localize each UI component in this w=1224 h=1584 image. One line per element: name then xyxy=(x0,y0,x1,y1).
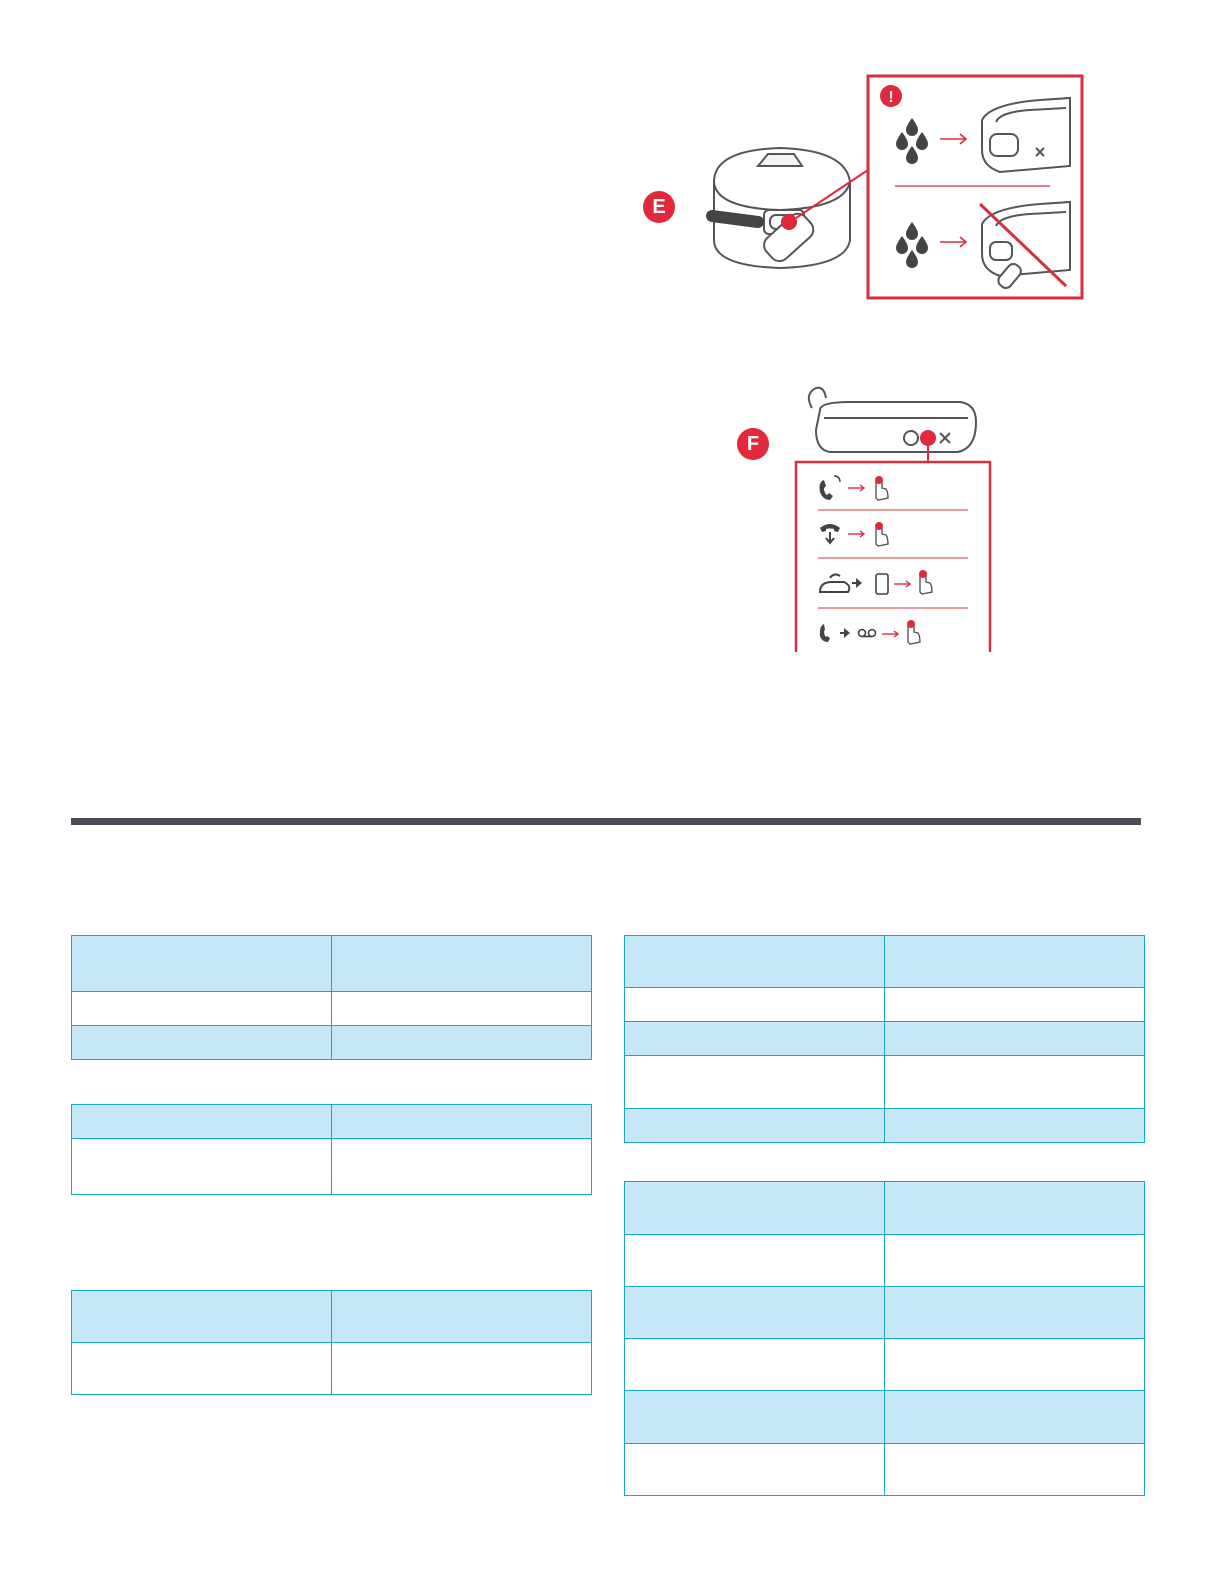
table-cell xyxy=(885,1056,1145,1109)
table-row xyxy=(625,1287,1145,1339)
spec-table-left-3 xyxy=(71,1290,592,1395)
table-cell xyxy=(625,1109,885,1143)
table-cell xyxy=(625,1182,885,1235)
spec-table-right-2 xyxy=(624,1181,1145,1496)
phone-icon xyxy=(876,574,888,594)
section-divider xyxy=(71,818,1141,825)
figure-e-illustration xyxy=(700,70,1100,310)
table-row xyxy=(625,1391,1145,1444)
table-cell xyxy=(885,1109,1145,1143)
spec-table-left-2 xyxy=(71,1104,592,1195)
table-cell xyxy=(72,1026,332,1060)
table-cell xyxy=(625,1022,885,1056)
table-cell xyxy=(625,1339,885,1391)
table-row xyxy=(72,992,592,1026)
table-row xyxy=(625,1182,1145,1235)
table-row xyxy=(625,988,1145,1022)
table-cell xyxy=(885,1444,1145,1496)
tap-hand-icon xyxy=(919,570,932,594)
tap-hand-icon xyxy=(875,476,888,500)
tap-hand-icon xyxy=(907,620,920,644)
table-cell xyxy=(885,1235,1145,1287)
table-cell xyxy=(625,1235,885,1287)
arrow-right-icon xyxy=(848,485,864,491)
table-cell xyxy=(885,1022,1145,1056)
table-row xyxy=(72,1026,592,1060)
table-cell xyxy=(72,1139,332,1195)
table-row xyxy=(72,1343,592,1395)
warning-mark: ! xyxy=(888,89,894,106)
table-row xyxy=(72,1105,592,1139)
answer-call-icon xyxy=(820,480,834,500)
table-cell xyxy=(625,1444,885,1496)
table-cell xyxy=(332,1105,592,1139)
table-row xyxy=(625,936,1145,988)
instructions-frame xyxy=(796,462,990,652)
figure-f-badge: F xyxy=(737,428,769,460)
table-cell xyxy=(885,1182,1145,1235)
table-row xyxy=(72,1139,592,1195)
table-row xyxy=(625,1235,1145,1287)
table-cell xyxy=(72,1105,332,1139)
table-row xyxy=(625,1109,1145,1143)
headset-drawing xyxy=(982,98,1070,172)
call-icon xyxy=(820,624,830,642)
figure-e-badge: E xyxy=(643,191,675,223)
arrow-right-icon xyxy=(882,631,898,637)
table-cell xyxy=(332,1291,592,1343)
table-row xyxy=(625,1056,1145,1109)
end-call-icon xyxy=(820,524,840,532)
spec-table-right-1 xyxy=(624,935,1145,1143)
table-cell xyxy=(885,936,1145,988)
table-cell xyxy=(885,988,1145,1022)
table-cell xyxy=(332,1026,592,1060)
table-cell xyxy=(625,1056,885,1109)
table-cell xyxy=(885,1287,1145,1339)
voicemail-icon xyxy=(859,630,876,637)
table-cell xyxy=(625,1287,885,1339)
arrow-right-icon xyxy=(840,628,850,638)
table-cell xyxy=(332,1139,592,1195)
transfer-call-icon xyxy=(820,582,849,592)
arrow-right-icon xyxy=(848,531,864,537)
table-cell xyxy=(625,936,885,988)
table-cell xyxy=(885,1339,1145,1391)
table-cell xyxy=(332,992,592,1026)
table-cell xyxy=(332,1343,592,1395)
figure-f-illustration xyxy=(790,382,1000,654)
table-row xyxy=(625,1444,1145,1496)
arrow-right-icon xyxy=(852,578,862,588)
table-cell xyxy=(885,1391,1145,1444)
table-row xyxy=(72,1291,592,1343)
table-cell xyxy=(72,936,332,992)
button-highlight xyxy=(920,430,936,446)
headset-side-drawing xyxy=(809,388,976,452)
table-row xyxy=(625,1022,1145,1056)
tap-hand-icon xyxy=(875,522,888,546)
arrow-right-icon xyxy=(894,581,910,587)
spec-table-left-1 xyxy=(71,935,592,1060)
table-cell xyxy=(72,1343,332,1395)
table-cell xyxy=(625,988,885,1022)
table-row xyxy=(72,936,592,992)
table-cell xyxy=(625,1391,885,1444)
port-highlight xyxy=(781,214,797,230)
table-cell xyxy=(72,992,332,1026)
table-cell xyxy=(332,936,592,992)
usb-cable xyxy=(712,216,758,222)
table-row xyxy=(625,1339,1145,1391)
table-cell xyxy=(72,1291,332,1343)
